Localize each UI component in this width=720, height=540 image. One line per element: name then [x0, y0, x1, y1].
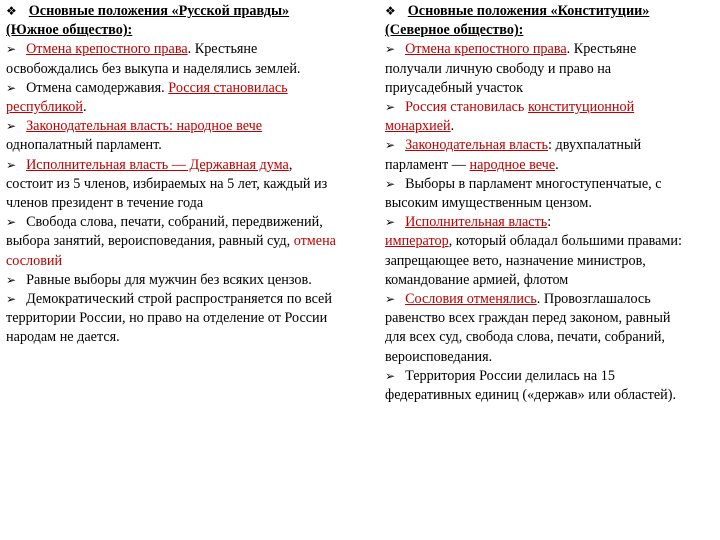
arrow-bullet-icon: ➢ [6, 292, 17, 307]
right-heading-title: Основные положения «Конституции» (Северное общество): [385, 3, 650, 39]
arrow-bullet-icon: ➢ [6, 119, 17, 134]
arrow-bullet-icon: ➢ [6, 157, 17, 172]
left-item-legislative [6, 117, 336, 155]
arrow-bullet-icon: ➢ [6, 80, 17, 95]
right-executive-colon: : [547, 214, 552, 231]
right-vече-link: народное вече [469, 156, 556, 173]
left-executive-text: , состоит из 5 членов, избираемых на 5 лет, каждый из членов президент в течение года [6, 156, 328, 212]
left-item-executive [6, 156, 336, 214]
right-item-executive [385, 213, 685, 290]
arrow-bullet-icon: ➢ [6, 272, 17, 287]
diamond-bullet-icon: ❖ [6, 4, 17, 18]
right-monarchy-text: Россия становилась [405, 99, 528, 116]
south-society-column [6, 2, 336, 348]
right-item-estates [385, 290, 685, 367]
right-monarchy-end: . [450, 118, 455, 135]
left-heading-title: Основные положения «Русской правды» (Южное общество): [6, 3, 290, 39]
right-emperor-link: император [385, 233, 449, 250]
arrow-bullet-icon: ➢ [385, 292, 396, 307]
arrow-bullet-icon: ➢ [385, 100, 396, 115]
left-item-freedoms [6, 213, 336, 271]
left-autocracy-text: Отмена самодержавия. [26, 79, 169, 96]
arrow-bullet-icon: ➢ [385, 176, 396, 191]
left-republic-link: Россия становилась республикой [6, 79, 288, 116]
left-item-autocracy [6, 79, 336, 117]
right-item-serfdom [385, 40, 685, 98]
north-society-column [385, 2, 685, 405]
left-item-serfdom [6, 40, 336, 78]
right-executive-link: Исполнительная власть [405, 214, 548, 231]
right-territory-text: Территория России делилась на 15 федеративных единиц («держав» или областей). [385, 367, 677, 404]
right-legislative-end: . [555, 156, 559, 173]
right-legislative-text: : двухпалатный парламент — [385, 137, 642, 173]
left-freedoms-text: Свобода слова, печати, собраний, передвижений, выбора занятий, вероисповедания, равный суд, [6, 214, 323, 250]
right-heading [385, 2, 685, 40]
left-executive-link: Исполнительная власть — Державная дума [26, 156, 289, 173]
right-estates-link: Сословия отменялись [405, 291, 537, 308]
left-legislative-text: однопалатный парламент. [6, 137, 162, 154]
left-legislative-link: Законодательная власть: народное вече [26, 118, 263, 135]
right-item-elections [385, 175, 685, 213]
diamond-bullet-icon: ❖ [385, 4, 396, 18]
right-legislative-link: Законодательная власть [405, 137, 549, 154]
right-monarchy-link: конституционной монархией [385, 99, 635, 135]
left-item-elections [6, 271, 336, 290]
left-elections-text: Равные выборы для мужчин без всяких цензов. [26, 271, 312, 288]
left-heading [6, 2, 336, 40]
left-serfdom-text: . Крестьяне освобождались без выкупа и наделялись землей. [6, 41, 301, 77]
left-serfdom-link: Отмена крепостного права [26, 41, 188, 58]
right-estates-text: . Провозглашалось равенство всех граждан перед законом, равный для всех суд, свобода слова, печати, собраний, вероисповедания. [385, 291, 671, 365]
left-territory-text: Демократический строй распространяется по всей территории России, но право на отделение от России народам не дается. [6, 291, 332, 346]
arrow-bullet-icon: ➢ [385, 215, 396, 230]
right-serfdom-text: . Крестьяне получали личную свободу и право на приусадебный участок [385, 41, 637, 96]
left-autocracy-end: . [82, 99, 87, 116]
arrow-bullet-icon: ➢ [385, 42, 396, 57]
left-estates-abolition: отмена сословий [6, 233, 336, 269]
right-item-monarchy [385, 98, 685, 136]
arrow-bullet-icon: ➢ [385, 368, 396, 383]
right-item-legislative [385, 136, 685, 174]
arrow-bullet-icon: ➢ [385, 138, 396, 153]
arrow-bullet-icon: ➢ [6, 42, 17, 57]
right-serfdom-link: Отмена крепостного права [405, 41, 567, 58]
left-item-territory [6, 290, 336, 348]
right-item-territory [385, 367, 685, 405]
right-executive-text: , который обладал большими правами: запрещающее вето, назначение министров, командование армией, флотом [385, 233, 682, 288]
right-elections-text: Выборы в парламент многоступенчатые, с высоким имущественным цензом. [385, 175, 662, 212]
arrow-bullet-icon: ➢ [6, 215, 17, 230]
